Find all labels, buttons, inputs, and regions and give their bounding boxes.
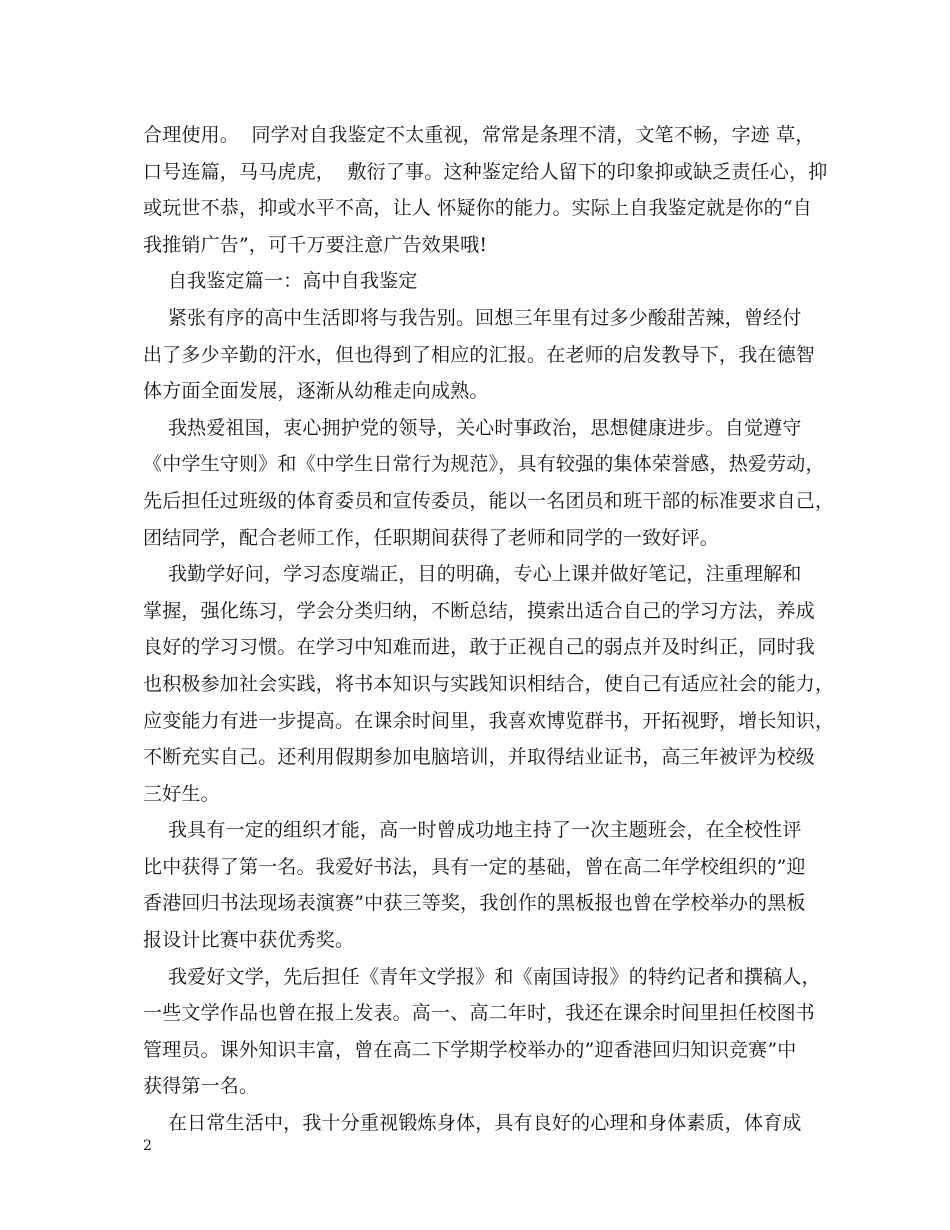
text-line: 口号连篇，马马虎虎， 敷衍了事。这种鉴定给人留下的印象抑或缺乏责任心，抑 xyxy=(143,160,828,183)
text-line: 一些文学作品也曾在报上发表。高一、高二年时，我还在课余时间里担任校图书 xyxy=(143,1002,816,1025)
text-line: 《中学生守则》和《中学生日常行为规范》，具有较强的集体荣誉感，热爱劳动， xyxy=(143,453,825,476)
text-line: 我爱好文学，先后担任《青年文学报》和《南国诗报》的特约记者和撰稿人， xyxy=(143,965,821,988)
text-line: 报设计比赛中获优秀奖。 xyxy=(143,929,355,952)
text-line: 掌握，强化练习，学会分类归纳，不断总结，摸索出适合自己的学习方法，养成 xyxy=(143,599,816,622)
text-line: 或玩世不恭，抑或水平不高，让人 怀疑你的能力。实际上自我鉴定就是你的“自 xyxy=(143,197,812,220)
text-line: 团结同学，配合老师工作，任职期间获得了老师和同学的一致好评。 xyxy=(143,526,720,549)
text-line: 出了多少辛勤的汗水，但也得到了相应的汇报。在老师的启发教导下，我在德智 xyxy=(143,343,816,366)
text-line: 体方面全面发展，逐渐从幼稚走向成熟。 xyxy=(143,380,489,403)
text-line: 应变能力有进一步提高。在课余时间里，我喜欢博览群书，开拓视野，增长知识， xyxy=(143,709,835,732)
text-line: 不断充实自己。还利用假期参加电脑培训，并取得结业证书，高三年被评为校级 xyxy=(143,746,816,769)
text-line: 先后担任过班级的体育委员和宣传委员，能以一名团员和班干部的标准要求自己， xyxy=(143,489,835,512)
body-text xyxy=(143,117,835,1142)
text-line: 三好生。 xyxy=(143,782,220,805)
text-line: 获得第一名。 xyxy=(143,1075,259,1098)
text-line: 良好的学习习惯。在学习中知难而进，敢于正视自己的弱点并及时纠正，同时我 xyxy=(143,636,816,659)
text-line: 我勤学好问，学习态度端正，目的明确，专心上课并做好笔记，注重理解和 xyxy=(143,563,802,586)
text-line: 香港回归书法现场表演赛”中获三等奖，我创作的黑板报也曾在学校举办的黑板 xyxy=(143,892,806,915)
text-line: 紧张有序的高中生活即将与我告别。回想三年里有过多少酸甜苦辣，曾经付 xyxy=(143,306,802,329)
text-line: 我具有一定的组织才能，高一时曾成功地主持了一次主题班会，在全校性评 xyxy=(143,819,802,842)
text-line: 合理使用。 同学对自我鉴定不太重视，常常是条理不清，文笔不畅，字迹 草， xyxy=(143,124,815,146)
section-heading: 自我鉴定篇一：高中自我鉴定 xyxy=(143,270,418,293)
text-line: 管理员。课外知识丰富，曾在高二下学期学校举办的”迎香港回归知识竞赛”中 xyxy=(143,1038,797,1061)
text-line: 在日常生活中，我十分重视锻炼身体，具有良好的心理和身体素质，体育成 xyxy=(143,1112,802,1135)
text-line: 我推销广告”，可千万要注意广告效果哦! xyxy=(143,233,488,256)
page-number: 2 xyxy=(143,1138,152,1154)
text-line: 比中获得了第一名。我爱好书法，具有一定的基础，曾在高二年学校组织的”迎 xyxy=(143,855,806,878)
text-line: 我热爱祖国，衷心拥护党的领导，关心时事政治，思想健康进步。自觉遵守 xyxy=(143,416,802,439)
text-line: 也积极参加社会实践，将书本知识与实践知识相结合，使自己有适应社会的能力， xyxy=(143,672,835,695)
